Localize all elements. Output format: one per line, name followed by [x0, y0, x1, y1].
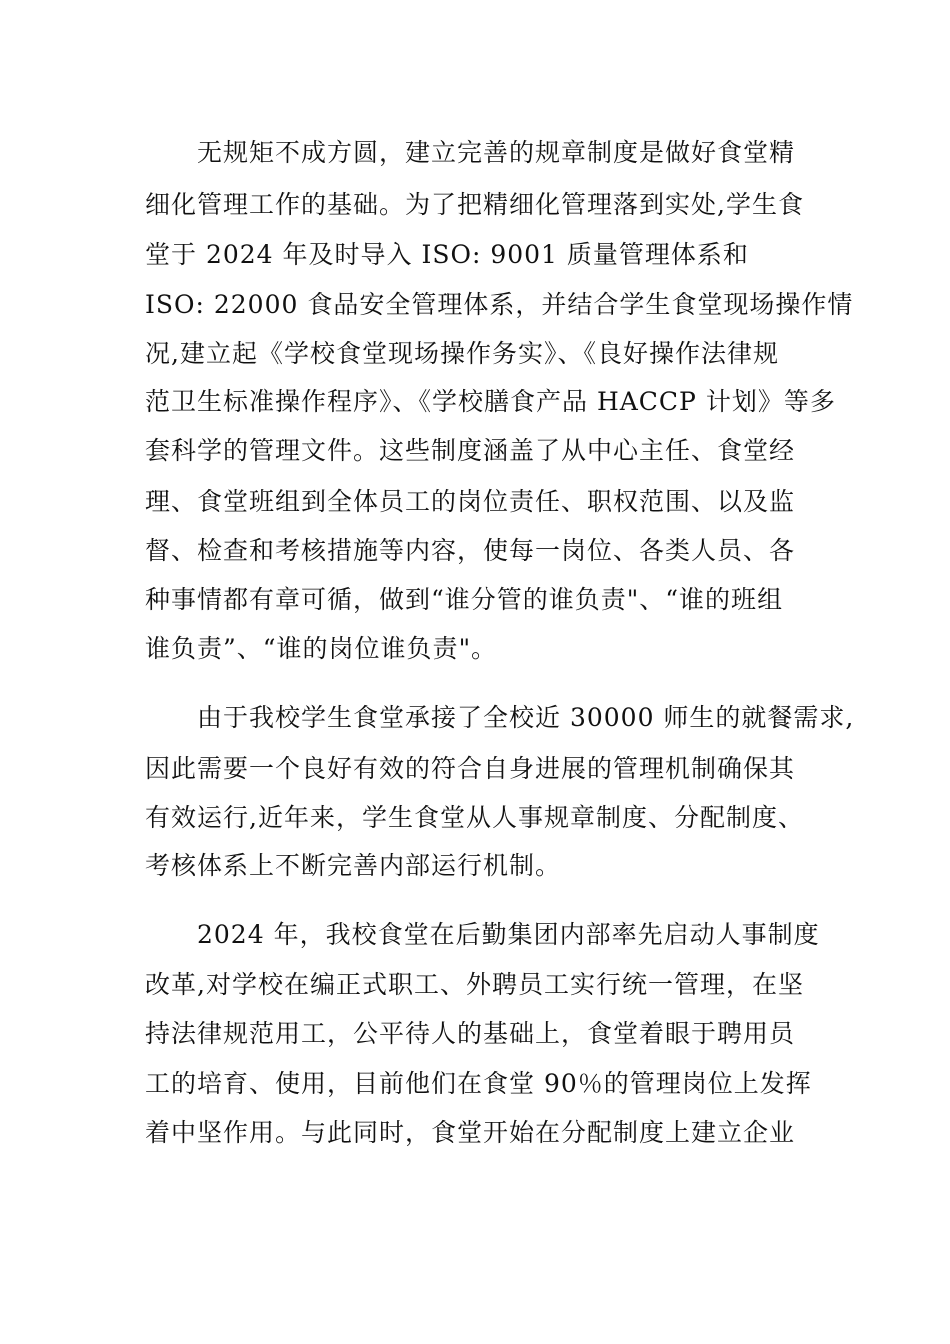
paragraph-line: 考核体系上不断完善内部运行机制。 [145, 851, 562, 880]
paragraph-line: 2024 年，我校食堂在后勤集团内部率先启动人事制度 [197, 920, 820, 949]
paragraph-line: 理、食堂班组到全体员工的岗位责任、职权范围、以及监 [145, 487, 796, 516]
paragraph-line: 种事情都有章可循，做到“谁分管的谁负责"、“谁的班组 [145, 585, 784, 614]
paragraph-line: 持法律规范用工，公平待人的基础上，食堂着眼于聘用员 [145, 1019, 796, 1048]
paragraph-line: 工的培育、使用，目前他们在食堂 90％的管理岗位上发挥 [145, 1069, 812, 1098]
paragraph-line: 改革,对学校在编正式职工、外聘员工实行统一管理，在坚 [145, 970, 804, 999]
paragraph-line: 范卫生标准操作程序》、《学校膳食产品 HACCP 计划》等多 [145, 387, 836, 416]
paragraph-line: 由于我校学生食堂承接了全校近 30000 师生的就餐需求, [197, 703, 855, 732]
paragraph-line: 督、检查和考核措施等内容，使每一岗位、各类人员、各 [145, 536, 796, 565]
paragraph-line: 况,建立起《学校食堂现场操作务实》、《良好操作法律规 [145, 339, 779, 368]
paragraph-line: 无规矩不成方圆，建立完善的规章制度是做好食堂精 [197, 138, 796, 167]
paragraph-line: ISO: 22000 食品安全管理体系，并结合学生食堂现场操作情 [145, 290, 854, 319]
paragraph-line: 有效运行,近年来，学生食堂从人事规章制度、分配制度、 [145, 803, 804, 832]
paragraph-line: 堂于 2024 年及时导入 ISO: 9001 质量管理体系和 [145, 240, 749, 269]
paragraph-line: 谁负责”、“谁的岗位谁负责"。 [145, 634, 498, 663]
paragraph-line: 因此需要一个良好有效的符合自身进展的管理机制确保其 [145, 754, 796, 783]
paragraph-line: 着中坚作用。与此同时，食堂开始在分配制度上建立企业 [145, 1118, 796, 1147]
paragraph-line: 套科学的管理文件。这些制度涵盖了从中心主任、食堂经 [145, 436, 796, 465]
paragraph-line: 细化管理工作的基础。为了把精细化管理落到实处,学生食 [145, 190, 804, 219]
